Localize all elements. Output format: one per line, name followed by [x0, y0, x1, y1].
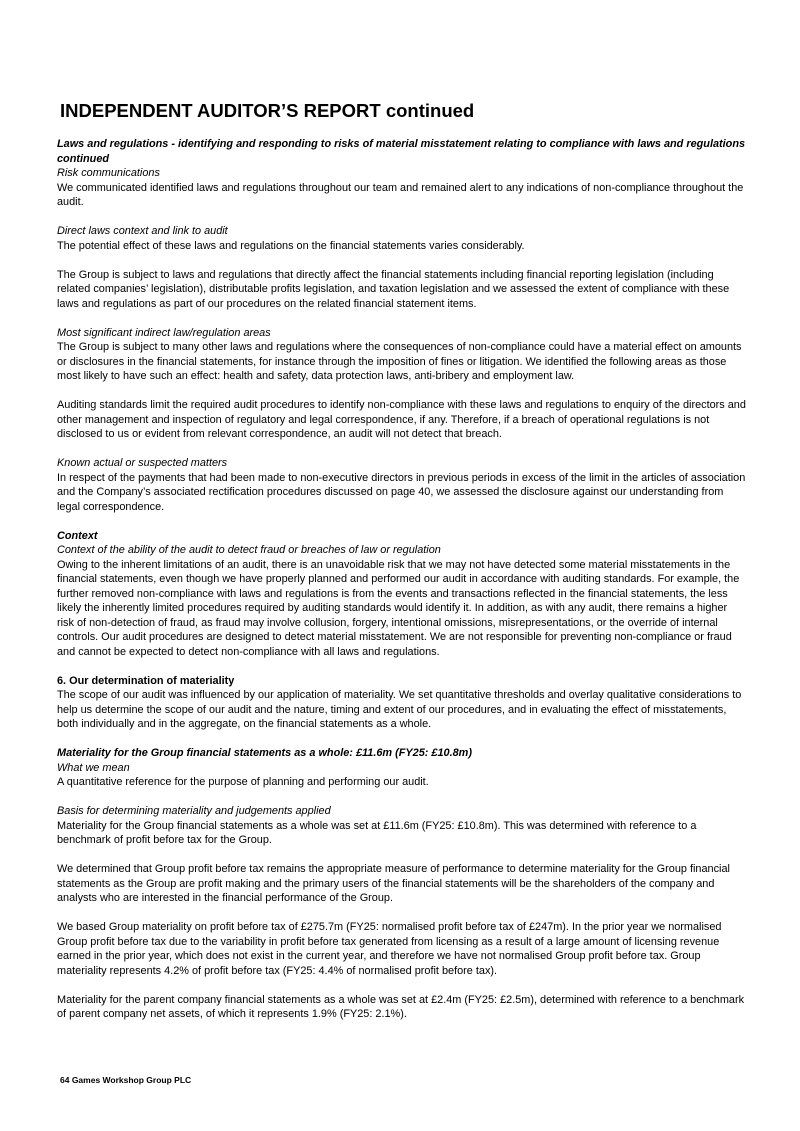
basis-text-3: We based Group materiality on profit before tax of £275.7m (FY25: normalised profit before tax of £247m). In the prior year we normalised Group profit before tax due to the variability in profit before tax generated from licensing as a result of a large amount of licensing revenue earned in the prior year, which does not exist in the current year, and therefore we have not normalised Group profit before tax. Group materiality represents 4.2% of profit before tax (FY25: 4.4% of normalised profit before tax).	[57, 921, 722, 977]
risk-communications-text: We communicated identified laws and regulations throughout our team and remained alert to any indications of non-compliance throughout the audit.	[57, 181, 744, 208]
page-title: INDEPENDENT AUDITOR’S REPORT continued	[60, 100, 475, 121]
direct-laws-text: The potential effect of these laws and regulations on the financial statements varies considerably.	[57, 239, 525, 252]
direct-laws-title: Direct laws context and link to audit	[57, 225, 228, 237]
basis-text-2: We determined that Group profit before tax remains the appropriate measure of performance to determine materiality for the Group financial statements as the Group are profit making and the primary users of the financial statements will be the shareholders of the company and analysts who are interested in the financial performance of the Group.	[57, 863, 730, 904]
direct-laws-text-2: The Group is subject to laws and regulations that directly affect the financial statements including financial reporting legislation (including related companies’ legislation), distributable profits legislation, and taxation legislation and we assessed the extent of compliance with these laws and regulations as part of our procedures on the related financial statement items.	[57, 268, 730, 310]
indirect-laws-text: The Group is subject to many other laws and regulations where the consequences of non-compliance could have a material effect on amounts or disclosures in the financial statements, for instance through the imposition of fines or litigation. We identified the following areas as those most likely to have such an effect: health and safety, data protection laws, anti-bribery and employment law.	[57, 341, 742, 382]
basis-text-1: Materiality for the Group financial statements as a whole was set at £11.6m (FY25: £10.8m). This was determined with reference to a benchmark of profit before tax for the Group.	[57, 819, 697, 846]
basis-title: Basis for determining materiality and judgements applied	[57, 805, 331, 817]
what-we-mean-title: What we mean	[57, 761, 130, 774]
what-we-mean-text: A quantitative reference for the purpose of planning and performing our audit.	[57, 776, 429, 788]
page-footer: 64 Games Workshop Group PLC	[60, 1075, 192, 1085]
materiality-heading: 6. Our determination of materiality	[57, 674, 235, 687]
risk-communications-title: Risk communications	[57, 167, 160, 179]
known-matters-text: In respect of the payments that had been made to non-executive directors in previous periods in excess of the limit in the articles of association and the Company’s associated rectification procedures discussed on page 40, we assessed the disclosure against our understanding from legal correspondence.	[57, 471, 746, 513]
materiality-intro: The scope of our audit was influenced by our application of materiality. We set quantitative thresholds and overlay qualitative considerations to help us determine the scope of our audit and the nature, timing and extent of our procedures, and in evaluating the effect of misstatements, both individually and in the aggregate, on the financial statements as a whole.	[57, 689, 742, 730]
laws-heading: Laws and regulations - identifying and responding to risks of material misstatement relating to compliance with laws and regulations continued	[57, 138, 746, 165]
context-subtitle: Context of the ability of the audit to detect fraud or breaches of law or regulation	[57, 544, 441, 556]
indirect-laws-text-2: Auditing standards limit the required audit procedures to identify non-compliance with these laws and regulations to enquiry of the directors and other management and inspection of regulatory and legal correspondence, if any. Therefore, if a breach of operational regulations is not disclosed to us or evident from relevant correspondence, an audit will not detect that breach.	[57, 399, 746, 440]
group-materiality-heading: Materiality for the Group financial statements as a whole: £11.6m (FY25: £10.8m)	[57, 747, 472, 759]
basis-text-4: Materiality for the parent company financial statements as a whole was set at £2.4m (FY25: £2.5m), determined with reference to a benchmark of parent company net assets, of which it represents 1.9% (FY25: 2.1%).	[57, 993, 745, 1020]
known-matters-title: Known actual or suspected matters	[57, 457, 228, 469]
context-text: Owing to the inherent limitations of an audit, there is an unavoidable risk that we may not have detected some material misstatements in the financial statements, even though we have properly planned and performed our audit in accordance with auditing standards. For example, the further removed non-compliance with laws and regulations is from the events and transactions reflected in the financial statements, the less likely the inherently limited procedures required by auditing standards would identify it. In addition, as with any audit, there remains a higher risk of non-detection of fraud, as fraud may involve collusion, forgery, intentional omissions, misrepresentations, or the override of internal controls. Our audit procedures are designed to detect material misstatement. We are not responsible for preventing non-compliance or fraud and cannot be expected to detect non-compliance with all laws and regulations.	[57, 558, 740, 658]
context-heading: Context	[57, 529, 98, 542]
report-body	[57, 137, 747, 1022]
indirect-laws-title: Most significant indirect law/regulation areas	[57, 326, 271, 339]
